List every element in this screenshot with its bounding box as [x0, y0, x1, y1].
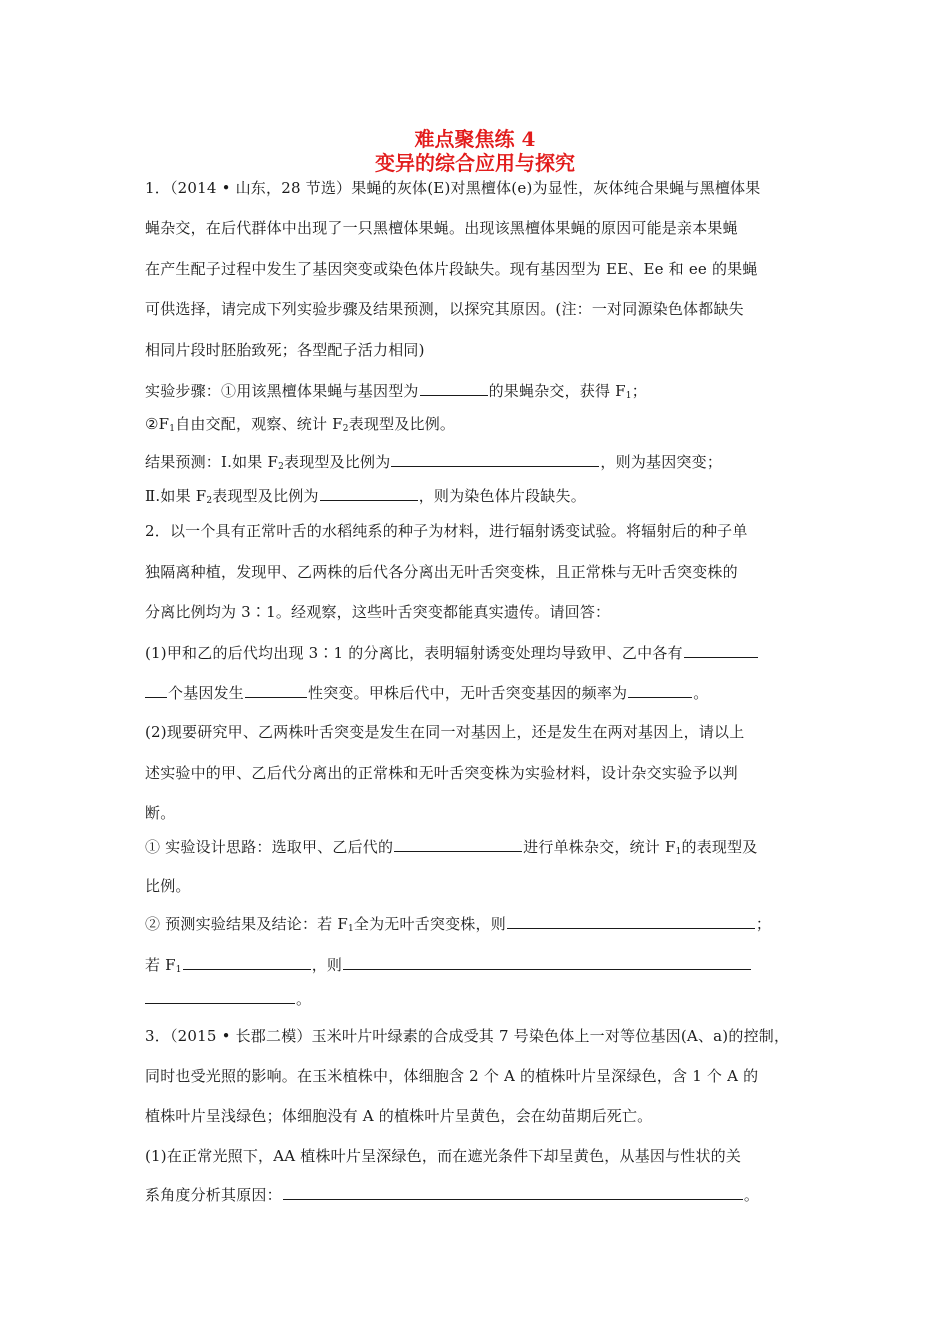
answer-blank[interactable]: [283, 1184, 743, 1200]
q1-step-2: [145, 414, 455, 434]
answer-blank[interactable]: [245, 682, 307, 698]
text: ②F: [145, 415, 170, 433]
text: 自由交配，观察、统计 F: [175, 415, 343, 433]
answer-blank[interactable]: [145, 682, 167, 698]
q1-line-5: 相同片段时胚胎致死；各型配子活力相同): [145, 341, 425, 359]
text: 的果蝇杂交，获得 F: [488, 382, 626, 400]
answer-blank[interactable]: [343, 954, 751, 970]
text: ；: [755, 915, 772, 933]
subscript: 1: [675, 847, 682, 857]
text: 。: [693, 684, 709, 702]
text: (1)甲和乙的后代均出现 3∶1 的分离比，表明辐射诱变处理均导致甲、乙中各有: [145, 644, 683, 662]
q2-line-3: 分离比例均为 3∶1。经观察，这些叶舌突变都能真实遗传。请回答：: [145, 603, 611, 621]
text: ；: [631, 382, 647, 400]
answer-blank[interactable]: [145, 988, 295, 1004]
answer-blank[interactable]: [391, 451, 599, 467]
q1-line-3: 在产生配子过程中发生了基因突变或染色体片段缺失。现有基因型为 EE、Ee 和 ee 的果蝇: [145, 260, 758, 278]
text: ① 实验设计思路：选取甲、乙后代的: [145, 838, 394, 856]
q2-design-line-1: [145, 836, 758, 857]
text: 个基因发生: [168, 684, 245, 702]
answer-blank[interactable]: [420, 380, 488, 396]
text: 系角度分析其原因：: [145, 1186, 282, 1204]
text: 若 F: [145, 956, 176, 974]
q3-line-3: 植株叶片呈浅绿色；体细胞没有 A 的植株叶片呈黄色，会在幼苗期后死亡。: [145, 1107, 653, 1125]
q2-part-2-line-1: (2)现要研究甲、乙两株叶舌突变是发生在同一对基因上，还是发生在两对基因上，请以上: [145, 723, 745, 741]
q1-step-1: [145, 380, 647, 401]
answer-blank[interactable]: [507, 913, 755, 929]
text: ，则为染色体片段缺失。: [418, 487, 586, 505]
text: 进行单株杂交，统计 F: [523, 838, 676, 856]
q2-part-2-line-3: 断。: [145, 804, 176, 822]
subscript: 1: [169, 424, 176, 434]
answer-blank[interactable]: [628, 682, 692, 698]
subscript: 1: [625, 391, 632, 401]
q2-line-2: 独隔离种植，发现甲、乙两株的后代各分离出无叶舌突变株，且正常株与无叶舌突变株的: [145, 563, 738, 581]
q2-predict-line-2: [145, 954, 752, 975]
subscript: 1: [175, 965, 182, 975]
q2-line-1: 2．以一个具有正常叶舌的水稻纯系的种子为材料，进行辐射诱变试验。将辐射后的种子单: [145, 522, 748, 540]
text: 。: [743, 1186, 760, 1204]
q2-part-1-line-1: [145, 642, 759, 663]
q1-line-2: 蝇杂交，在后代群体中出现了一只黑檀体果蝇。出现该黑檀体果蝇的原因可能是亲本果蝇: [145, 219, 738, 237]
text: 结果预测：Ⅰ.如果 F: [145, 453, 279, 471]
subscript: 2: [206, 496, 213, 506]
page-title: 难点聚焦练 4: [414, 127, 536, 151]
subscript: 2: [342, 424, 349, 434]
q1-line-4: 可供选择，请完成下列实验步骤及结果预测，以探究其原因。(注：一对同源染色体都缺失: [145, 300, 744, 318]
q3-line-2: 同时也受光照的影响。在玉米植株中，体细胞含 2 个 A 的植株叶片呈深绿色，含 1 个 A 的: [145, 1067, 759, 1085]
q1-line-1: 1．（2014 • 山东，28 节选）果蝇的灰体(E)对黑檀体(e)为显性，灰体纯合果蝇与黑檀体果: [145, 179, 761, 197]
text: 实验步骤：①用该黑檀体果蝇与基因型为: [145, 382, 419, 400]
subscript: 2: [278, 462, 285, 472]
answer-blank[interactable]: [684, 642, 758, 658]
q2-part-1-line-2: [145, 682, 708, 703]
q2-design-line-2: 比例。: [145, 877, 191, 895]
q3-line-1: 3．（2015 • 长郡二模）玉米叶片叶绿素的合成受其 7 号染色体上一对等位基因(A、a)的控制，: [145, 1027, 790, 1045]
q2-predict-line-1: [145, 913, 771, 934]
text: 表现型及比例。: [348, 415, 456, 433]
text: ② 预测实验结果及结论：若 F: [145, 915, 348, 933]
text: Ⅱ.如果 F: [145, 487, 207, 505]
text: ，则为基因突变；: [600, 453, 723, 471]
text: 。: [296, 990, 312, 1008]
text: 全为无叶舌突变株，则: [353, 915, 506, 933]
q1-result-1: [145, 451, 722, 472]
text: 表现型及比例为: [212, 487, 319, 505]
page-subtitle: 变异的综合应用与探究: [375, 151, 575, 175]
subscript: 1: [347, 924, 354, 934]
q1-result-2: [145, 485, 586, 506]
text: 的表现型及: [681, 838, 758, 856]
answer-blank[interactable]: [320, 485, 418, 501]
text: ，则: [311, 956, 343, 974]
text: 表现型及比例为: [284, 453, 391, 471]
q2-predict-line-3: [145, 988, 311, 1009]
q3-part-1-line-1: (1)在正常光照下，AA 植株叶片呈深绿色，而在遮光条件下却呈黄色，从基因与性状的关: [145, 1147, 742, 1165]
answer-blank[interactable]: [183, 954, 311, 970]
q3-part-1-line-2: [145, 1184, 759, 1205]
answer-blank[interactable]: [394, 836, 522, 852]
q2-part-2-line-2: 述实验中的甲、乙后代分离出的正常株和无叶舌突变株为实验材料，设计杂交实验予以判: [145, 764, 738, 782]
text: 性突变。甲株后代中，无叶舌突变基因的频率为: [308, 684, 628, 702]
